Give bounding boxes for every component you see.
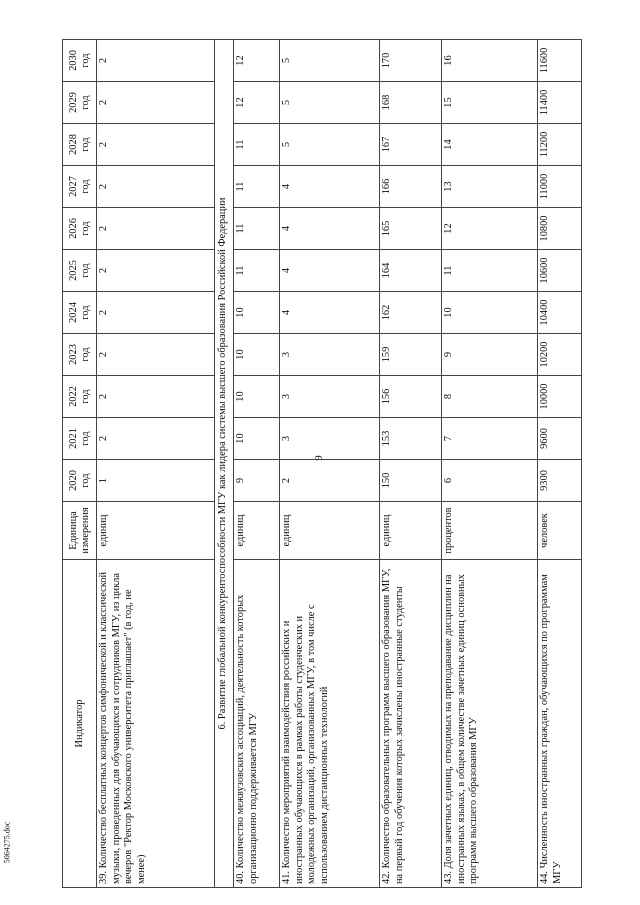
row-value: 167 — [380, 124, 442, 166]
row-value: 2 — [97, 292, 215, 334]
header-year: 2026 год — [63, 208, 97, 250]
page-number: 9 — [312, 455, 325, 461]
row-indicator: 43. Доля зачетных единиц, отводимых на преподавание дисциплин на иностранных языках, в общем количестве зачетных единиц основных программ высшего образования МГУ — [442, 560, 538, 888]
row-value: 9 — [442, 334, 538, 376]
row-value: 10 — [234, 376, 280, 418]
row-value: 11600 — [538, 40, 582, 82]
row-value: 4 — [280, 208, 380, 250]
table-row — [234, 40, 280, 888]
row-value: 12 — [442, 208, 538, 250]
row-value: 165 — [380, 208, 442, 250]
row-value: 1 — [97, 460, 215, 502]
row-value: 2 — [97, 250, 215, 292]
row-indicator: 44. Численность иностранных граждан, обучающихся по программам МГУ — [538, 560, 582, 888]
row-value: 10 — [442, 292, 538, 334]
table-row — [538, 40, 582, 888]
header-year: 2023 год — [63, 334, 97, 376]
row-value: 15 — [442, 82, 538, 124]
row-value: 2 — [280, 460, 380, 502]
row-value: 9 — [234, 460, 280, 502]
table-row — [442, 40, 538, 888]
indicators-table — [62, 39, 582, 888]
row-value: 162 — [380, 292, 442, 334]
table-row — [280, 40, 380, 888]
row-unit: единиц — [234, 502, 280, 560]
row-value: 159 — [380, 334, 442, 376]
row-value: 6 — [442, 460, 538, 502]
row-value: 11 — [234, 124, 280, 166]
row-value: 11 — [234, 208, 280, 250]
row-value: 5 — [280, 40, 380, 82]
row-value: 11 — [234, 166, 280, 208]
header-year: 2022 год — [63, 376, 97, 418]
row-value: 5 — [280, 82, 380, 124]
row-value: 168 — [380, 82, 442, 124]
header-year: 2029 год — [63, 82, 97, 124]
row-value: 7 — [442, 418, 538, 460]
row-value: 2 — [97, 418, 215, 460]
table-header-row — [63, 40, 97, 888]
row-value: 11000 — [538, 166, 582, 208]
row-value: 10400 — [538, 292, 582, 334]
row-value: 16 — [442, 40, 538, 82]
row-unit: процентов — [442, 502, 538, 560]
document-id: 5064275.doc — [2, 821, 12, 864]
table-row — [380, 40, 442, 888]
table-row — [97, 40, 215, 888]
header-year: 2030 год — [63, 40, 97, 82]
row-value: 9300 — [538, 460, 582, 502]
row-value: 166 — [380, 166, 442, 208]
row-indicator: 42. Количество образовательных программ высшего образования МГУ, на первый год обучения которых зачислены иностранные студенты — [380, 560, 442, 888]
row-value: 14 — [442, 124, 538, 166]
row-value: 13 — [442, 166, 538, 208]
row-value: 170 — [380, 40, 442, 82]
row-value: 8 — [442, 376, 538, 418]
row-value: 2 — [97, 334, 215, 376]
row-value: 4 — [280, 166, 380, 208]
section-row — [215, 40, 234, 888]
header-year: 2028 год — [63, 124, 97, 166]
row-value: 10800 — [538, 208, 582, 250]
row-value: 2 — [97, 166, 215, 208]
header-year: 2025 год — [63, 250, 97, 292]
row-value: 150 — [380, 460, 442, 502]
header-indicator: Индикатор — [63, 560, 97, 888]
row-value: 3 — [280, 418, 380, 460]
row-value: 5 — [280, 124, 380, 166]
row-value: 11 — [442, 250, 538, 292]
row-indicator: 39. Количество бесплатных концертов симфонической и классической музыки, проведенных для обучающихся и сотрудников МГУ, из цикла вечеров "Ректор Московского университета приглашает" (в год, не менее) — [97, 560, 215, 888]
row-value: 2 — [97, 40, 215, 82]
row-value: 156 — [380, 376, 442, 418]
header-year: 2021 год — [63, 418, 97, 460]
header-unit: Единица измерения — [63, 502, 97, 560]
row-value: 9600 — [538, 418, 582, 460]
row-value: 3 — [280, 376, 380, 418]
row-value: 2 — [97, 82, 215, 124]
row-indicator: 41. Количество мероприятий взаимодействия российских и иностранных обучающихся в рамках работы студенческих и молодежных организаций, организованных МГУ, в том числе с использованием дистанционных технологий — [280, 560, 380, 888]
row-value: 3 — [280, 334, 380, 376]
row-unit: единиц — [280, 502, 380, 560]
row-unit: единиц — [97, 502, 215, 560]
rotated-table-container — [62, 40, 636, 888]
header-year: 2020 год — [63, 460, 97, 502]
row-value: 10200 — [538, 334, 582, 376]
row-value: 4 — [280, 250, 380, 292]
row-value: 11 — [234, 250, 280, 292]
row-value: 2 — [97, 208, 215, 250]
row-value: 10000 — [538, 376, 582, 418]
row-value: 10600 — [538, 250, 582, 292]
row-indicator: 40. Количество межвузовских ассоциаций, деятельность которых организационно поддерживается МГУ — [234, 560, 280, 888]
header-year: 2024 год — [63, 292, 97, 334]
row-value: 11200 — [538, 124, 582, 166]
row-value: 11400 — [538, 82, 582, 124]
row-value: 10 — [234, 418, 280, 460]
row-unit: человек — [538, 502, 582, 560]
row-value: 153 — [380, 418, 442, 460]
row-value: 4 — [280, 292, 380, 334]
row-value: 10 — [234, 292, 280, 334]
section-title: 6. Развитие глобальной конкурентоспособности МГУ как лидера системы высшего образования Российской Федерации — [215, 40, 234, 888]
row-value: 2 — [97, 376, 215, 418]
row-value: 2 — [97, 124, 215, 166]
row-value: 164 — [380, 250, 442, 292]
row-value: 12 — [234, 82, 280, 124]
header-year: 2027 год — [63, 166, 97, 208]
row-value: 12 — [234, 40, 280, 82]
row-value: 10 — [234, 334, 280, 376]
row-unit: единиц — [380, 502, 442, 560]
